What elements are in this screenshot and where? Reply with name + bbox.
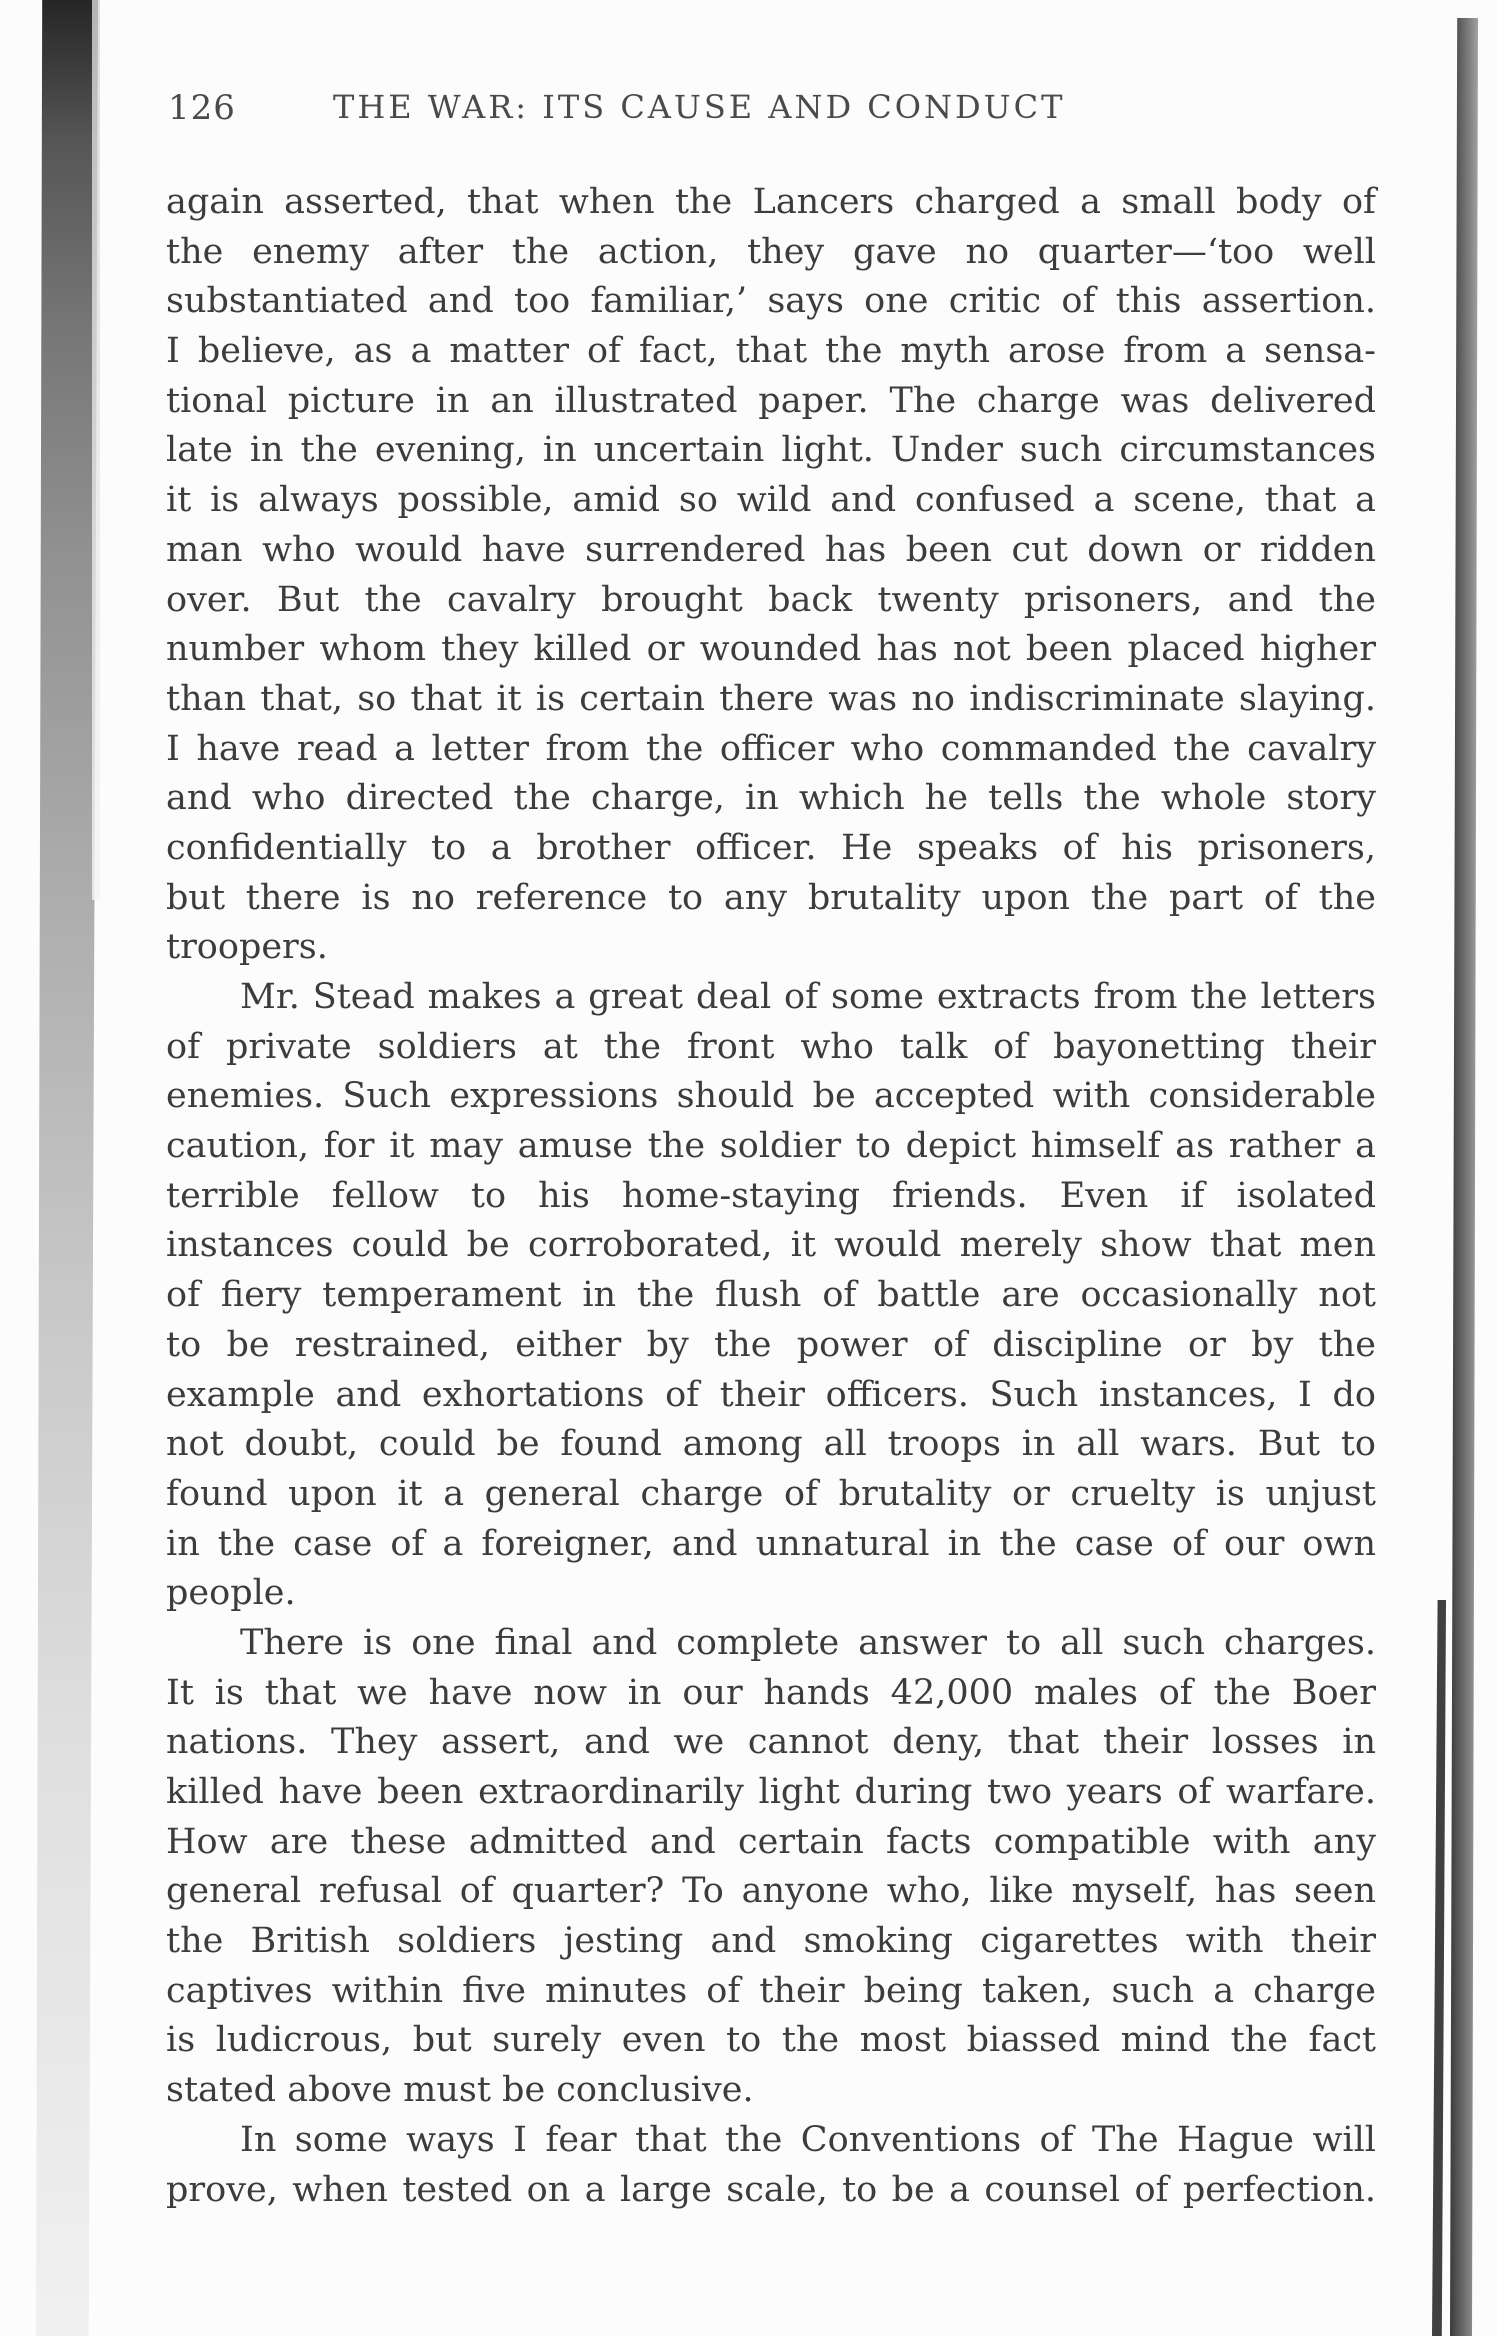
page-edge-right: [1450, 18, 1490, 2336]
text-line: Mr. Stead makes a great deal of some extracts from the letters: [240, 977, 1376, 1017]
binding-shadow: [36, 0, 98, 2336]
text-line: but there is no reference to any brutality upon the part of the: [166, 877, 1376, 918]
text-line: of private soldiers at the front who talk of bayonetting their: [166, 1026, 1376, 1067]
page-edge-shadow: [1432, 1600, 1446, 2336]
binding-highlight: [92, 0, 100, 900]
text-line: troopers.: [166, 927, 328, 968]
text-line: In some ways I fear that the Conventions of The Hague will: [240, 2119, 1376, 2160]
text-line: There is one final and complete answer to all such charges.: [240, 1622, 1376, 1663]
text-line: prove, when tested on a large scale, to be a counsel of perfection.: [166, 2169, 1376, 2210]
text-line: How are these admitted and certain facts compatible with any: [166, 1821, 1376, 1862]
text-line: of fiery temperament in the flush of battle are occasionally not: [166, 1275, 1376, 1316]
text-line: man who would have surrendered has been cut down or ridden: [166, 529, 1376, 570]
text-line: is ludicrous, but surely even to the most biassed mind the fact: [166, 2020, 1376, 2061]
text-line: general refusal of quarter? To anyone who, like myself, has seen: [166, 1871, 1376, 1912]
text-line: nations. They assert, and we cannot deny, that their losses in: [166, 1722, 1376, 1763]
text-line: example and exhortations of their officers. Such instances, I do: [166, 1374, 1376, 1415]
text-line: late in the evening, in uncertain light. Under such circumstances: [166, 430, 1376, 471]
text-line: killed have been extraordinarily light during two years of warfare.: [166, 1772, 1376, 1812]
text-line: than that, so that it is certain there was no indiscriminate slaying.: [166, 678, 1376, 719]
text-line: stated above must be conclusive.: [166, 2070, 754, 2111]
text-line: I believe, as a matter of fact, that the myth arose from a sensa-: [166, 331, 1376, 372]
body-text: [166, 178, 1376, 2215]
text-line: It is that we have now in our hands 42,000 males of the Boer: [166, 1672, 1376, 1713]
text-line: enemies. Such expressions should be accepted with considerable: [166, 1076, 1376, 1117]
text-line: in the case of a foreigner, and unnatural in the case of our own: [166, 1523, 1376, 1564]
text-line: the enemy after the action, they gave no quarter—‘too well: [166, 231, 1376, 272]
paragraph: [166, 178, 1376, 973]
text-line: I have read a letter from the officer who commanded the cavalry: [166, 728, 1376, 769]
text-line: found upon it a general charge of brutality or cruelty is unjust: [166, 1473, 1376, 1514]
paragraph: [166, 1619, 1376, 2116]
text-line: again asserted, that when the Lancers charged a small body of: [166, 182, 1376, 222]
running-head: [168, 88, 1208, 138]
text-line: caution, for it may amuse the soldier to depict himself as rather a: [166, 1126, 1376, 1167]
text-line: confidentially to a brother officer. He speaks of his prisoners,: [166, 827, 1376, 868]
paragraph: [166, 2116, 1376, 2215]
page-number: 126: [168, 88, 236, 128]
text-line: over. But the cavalry brought back twenty prisoners, and the: [166, 579, 1376, 620]
text-line: substantiated and too familiar,’ says one critic of this assertion.: [166, 281, 1376, 322]
text-line: people.: [166, 1573, 296, 1614]
text-line: instances could be corroborated, it would merely show that men: [166, 1225, 1376, 1266]
text-line: tional picture in an illustrated paper. The charge was delivered: [166, 380, 1376, 421]
text-line: and who directed the charge, in which he tells the whole story: [166, 778, 1376, 819]
text-line: not doubt, could be found among all troops in all wars. But to: [166, 1424, 1376, 1465]
text-line: terrible fellow to his home-staying friends. Even if isolated: [166, 1175, 1376, 1216]
text-line: captives within five minutes of their being taken, such a charge: [166, 1970, 1376, 2011]
text-line: the British soldiers jesting and smoking cigarettes with their: [166, 1921, 1376, 1962]
running-head-title: THE WAR: ITS CAUSE AND CONDUCT: [333, 88, 1066, 126]
text-line: to be restrained, either by the power of discipline or by the: [166, 1324, 1376, 1365]
paragraph: [166, 973, 1376, 1619]
text-line: it is always possible, amid so wild and confused a scene, that a: [166, 480, 1376, 521]
text-line: number whom they killed or wounded has not been placed higher: [166, 629, 1376, 670]
